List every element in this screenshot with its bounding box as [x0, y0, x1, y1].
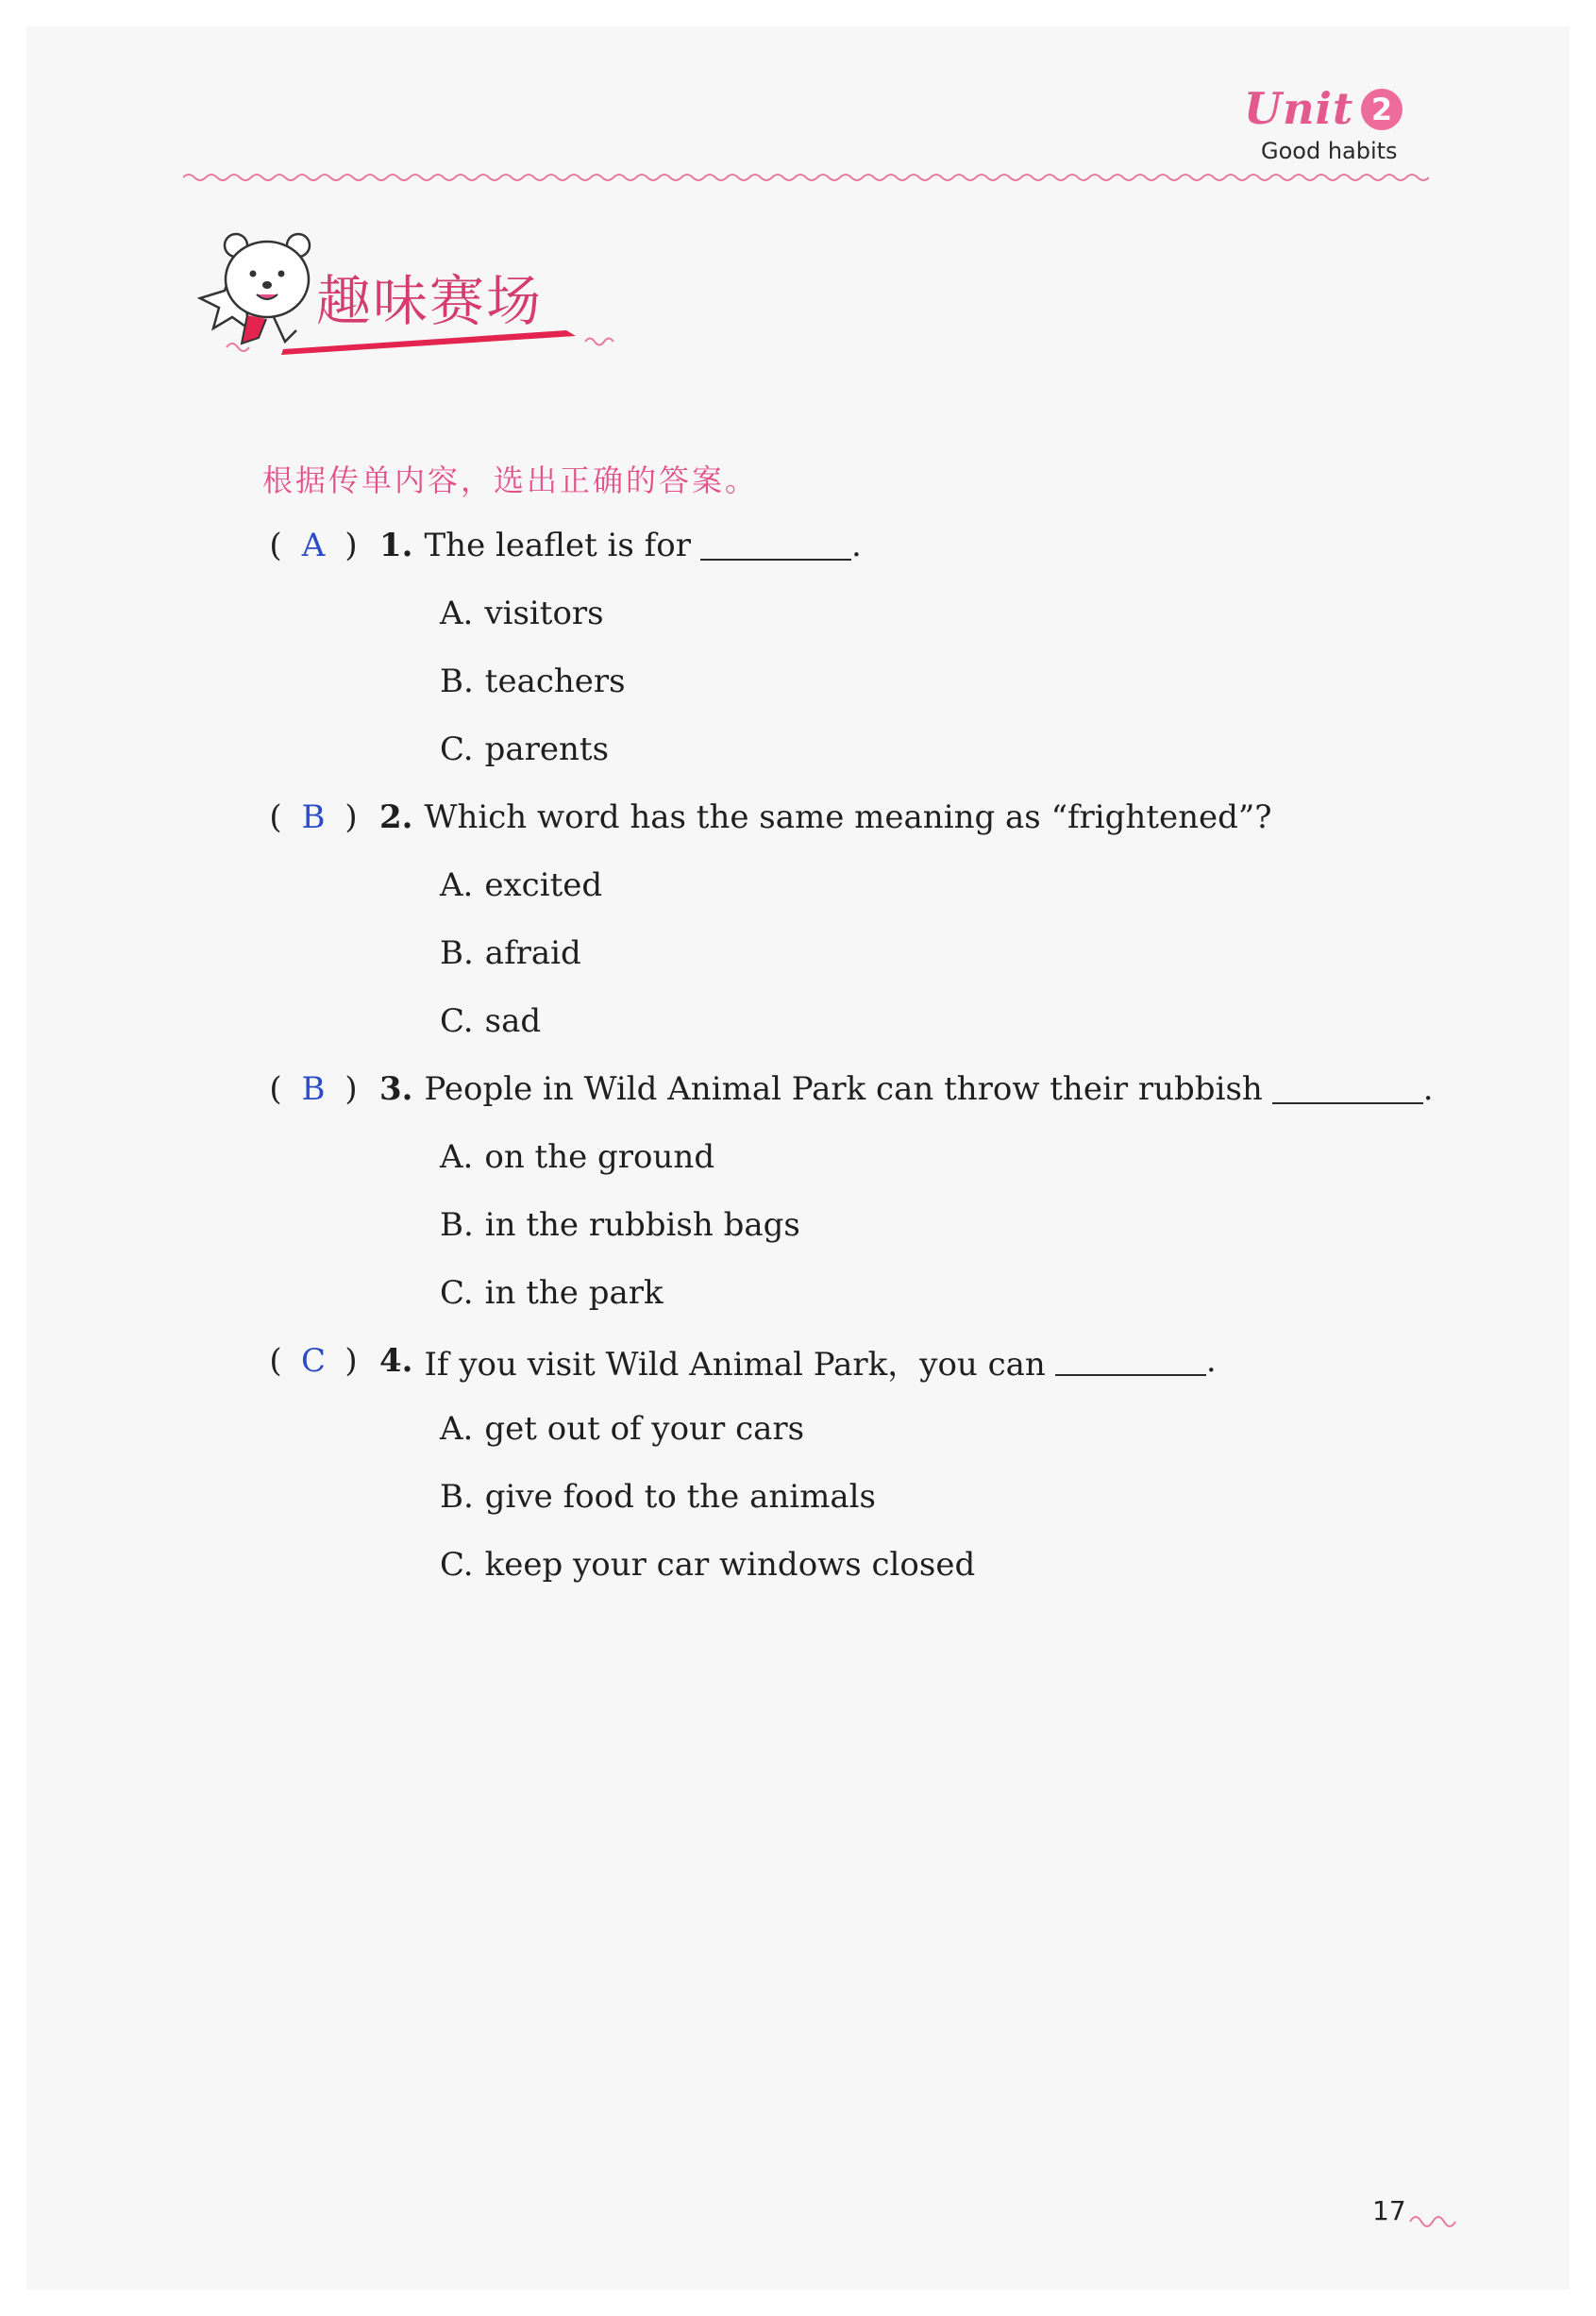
question-3 [262, 1065, 1434, 1114]
page-number: 17 [1372, 2195, 1406, 2226]
option-4c [440, 1540, 975, 1589]
question-number: 4. [379, 1342, 413, 1380]
option-4a [440, 1404, 804, 1453]
curl-decoration [227, 344, 249, 351]
unit-number-badge: 2 [1361, 89, 1403, 130]
option-1b [440, 657, 626, 706]
open-bracket: ( [269, 1070, 282, 1108]
question-1 [262, 521, 862, 570]
option-text: give food to the animals [484, 1478, 876, 1516]
answer-4: C [300, 1342, 326, 1380]
question-trailing: . [850, 527, 862, 564]
option-4b [440, 1472, 876, 1521]
curl-decoration [585, 339, 613, 345]
option-label: A. [440, 1410, 474, 1448]
option-text: in the park [484, 1274, 664, 1312]
open-bracket: ( [269, 1342, 282, 1380]
bear-mascot-icon [225, 234, 310, 344]
option-2a [440, 861, 602, 910]
option-text: keep your car windows closed [484, 1546, 976, 1584]
question-4 [262, 1336, 1217, 1385]
question-text: People in Wild Animal Park can throw their rubbish [424, 1070, 1263, 1108]
option-1c [440, 725, 609, 774]
question-number: 1. [379, 527, 413, 564]
unit-header [1244, 83, 1433, 170]
answer-blank [1055, 1346, 1206, 1376]
question-2 [262, 793, 1272, 842]
option-text: excited [484, 866, 603, 904]
option-label: B. [440, 663, 474, 700]
answer-blank [1272, 1074, 1423, 1104]
unit-label: Unit [1244, 83, 1354, 134]
banner-title: 趣味赛场 [316, 269, 544, 333]
close-bracket: ) [344, 798, 358, 836]
option-text: parents [484, 730, 610, 768]
question-number: 2. [379, 798, 413, 836]
curl-decoration-icon [1406, 2205, 1463, 2233]
option-3a [440, 1133, 714, 1182]
wavy-divider [183, 170, 1429, 185]
option-label: C. [440, 1274, 474, 1312]
option-text: in the rubbish bags [484, 1206, 800, 1244]
question-text: The leaflet is for [424, 527, 691, 564]
option-label: C. [440, 1002, 474, 1040]
question-trailing: . [1205, 1342, 1217, 1380]
option-text: afraid [484, 934, 581, 972]
close-bracket: ) [344, 527, 358, 564]
close-bracket: ) [344, 1342, 358, 1380]
option-label: A. [440, 866, 474, 904]
answer-2: B [301, 798, 326, 836]
option-label: B. [440, 1478, 474, 1516]
question-trailing: . [1422, 1070, 1434, 1108]
option-text: on the ground [484, 1138, 715, 1176]
close-bracket: ) [344, 1070, 358, 1108]
option-label: A. [440, 1138, 474, 1176]
unit-title: Good habits [1261, 138, 1398, 164]
answer-3: B [301, 1070, 326, 1108]
option-2c [440, 997, 541, 1046]
instruction-text: 根据传单内容，选出正确的答案。 [262, 462, 759, 498]
question-text: Which word has the same meaning as “frightened”? [424, 798, 1272, 836]
option-text: teachers [484, 663, 626, 700]
option-3b [440, 1200, 800, 1250]
option-text: visitors [484, 595, 604, 632]
answer-blank [700, 530, 851, 561]
answer-1: A [301, 527, 326, 564]
option-1a [440, 589, 604, 638]
open-bracket: ( [269, 527, 282, 564]
option-label: C. [440, 730, 474, 768]
option-text: sad [484, 1002, 542, 1040]
question-number: 3. [379, 1070, 413, 1108]
option-text: get out of your cars [484, 1410, 805, 1448]
option-3c [440, 1268, 664, 1317]
option-label: A. [440, 595, 474, 632]
option-label: B. [440, 934, 474, 972]
option-label: C. [440, 1546, 474, 1584]
question-text: If you visit Wild Animal Park，you can [424, 1345, 1046, 1384]
option-label: B. [440, 1206, 474, 1244]
open-bracket: ( [269, 798, 282, 836]
section-banner [179, 225, 632, 366]
option-2b [440, 929, 581, 978]
